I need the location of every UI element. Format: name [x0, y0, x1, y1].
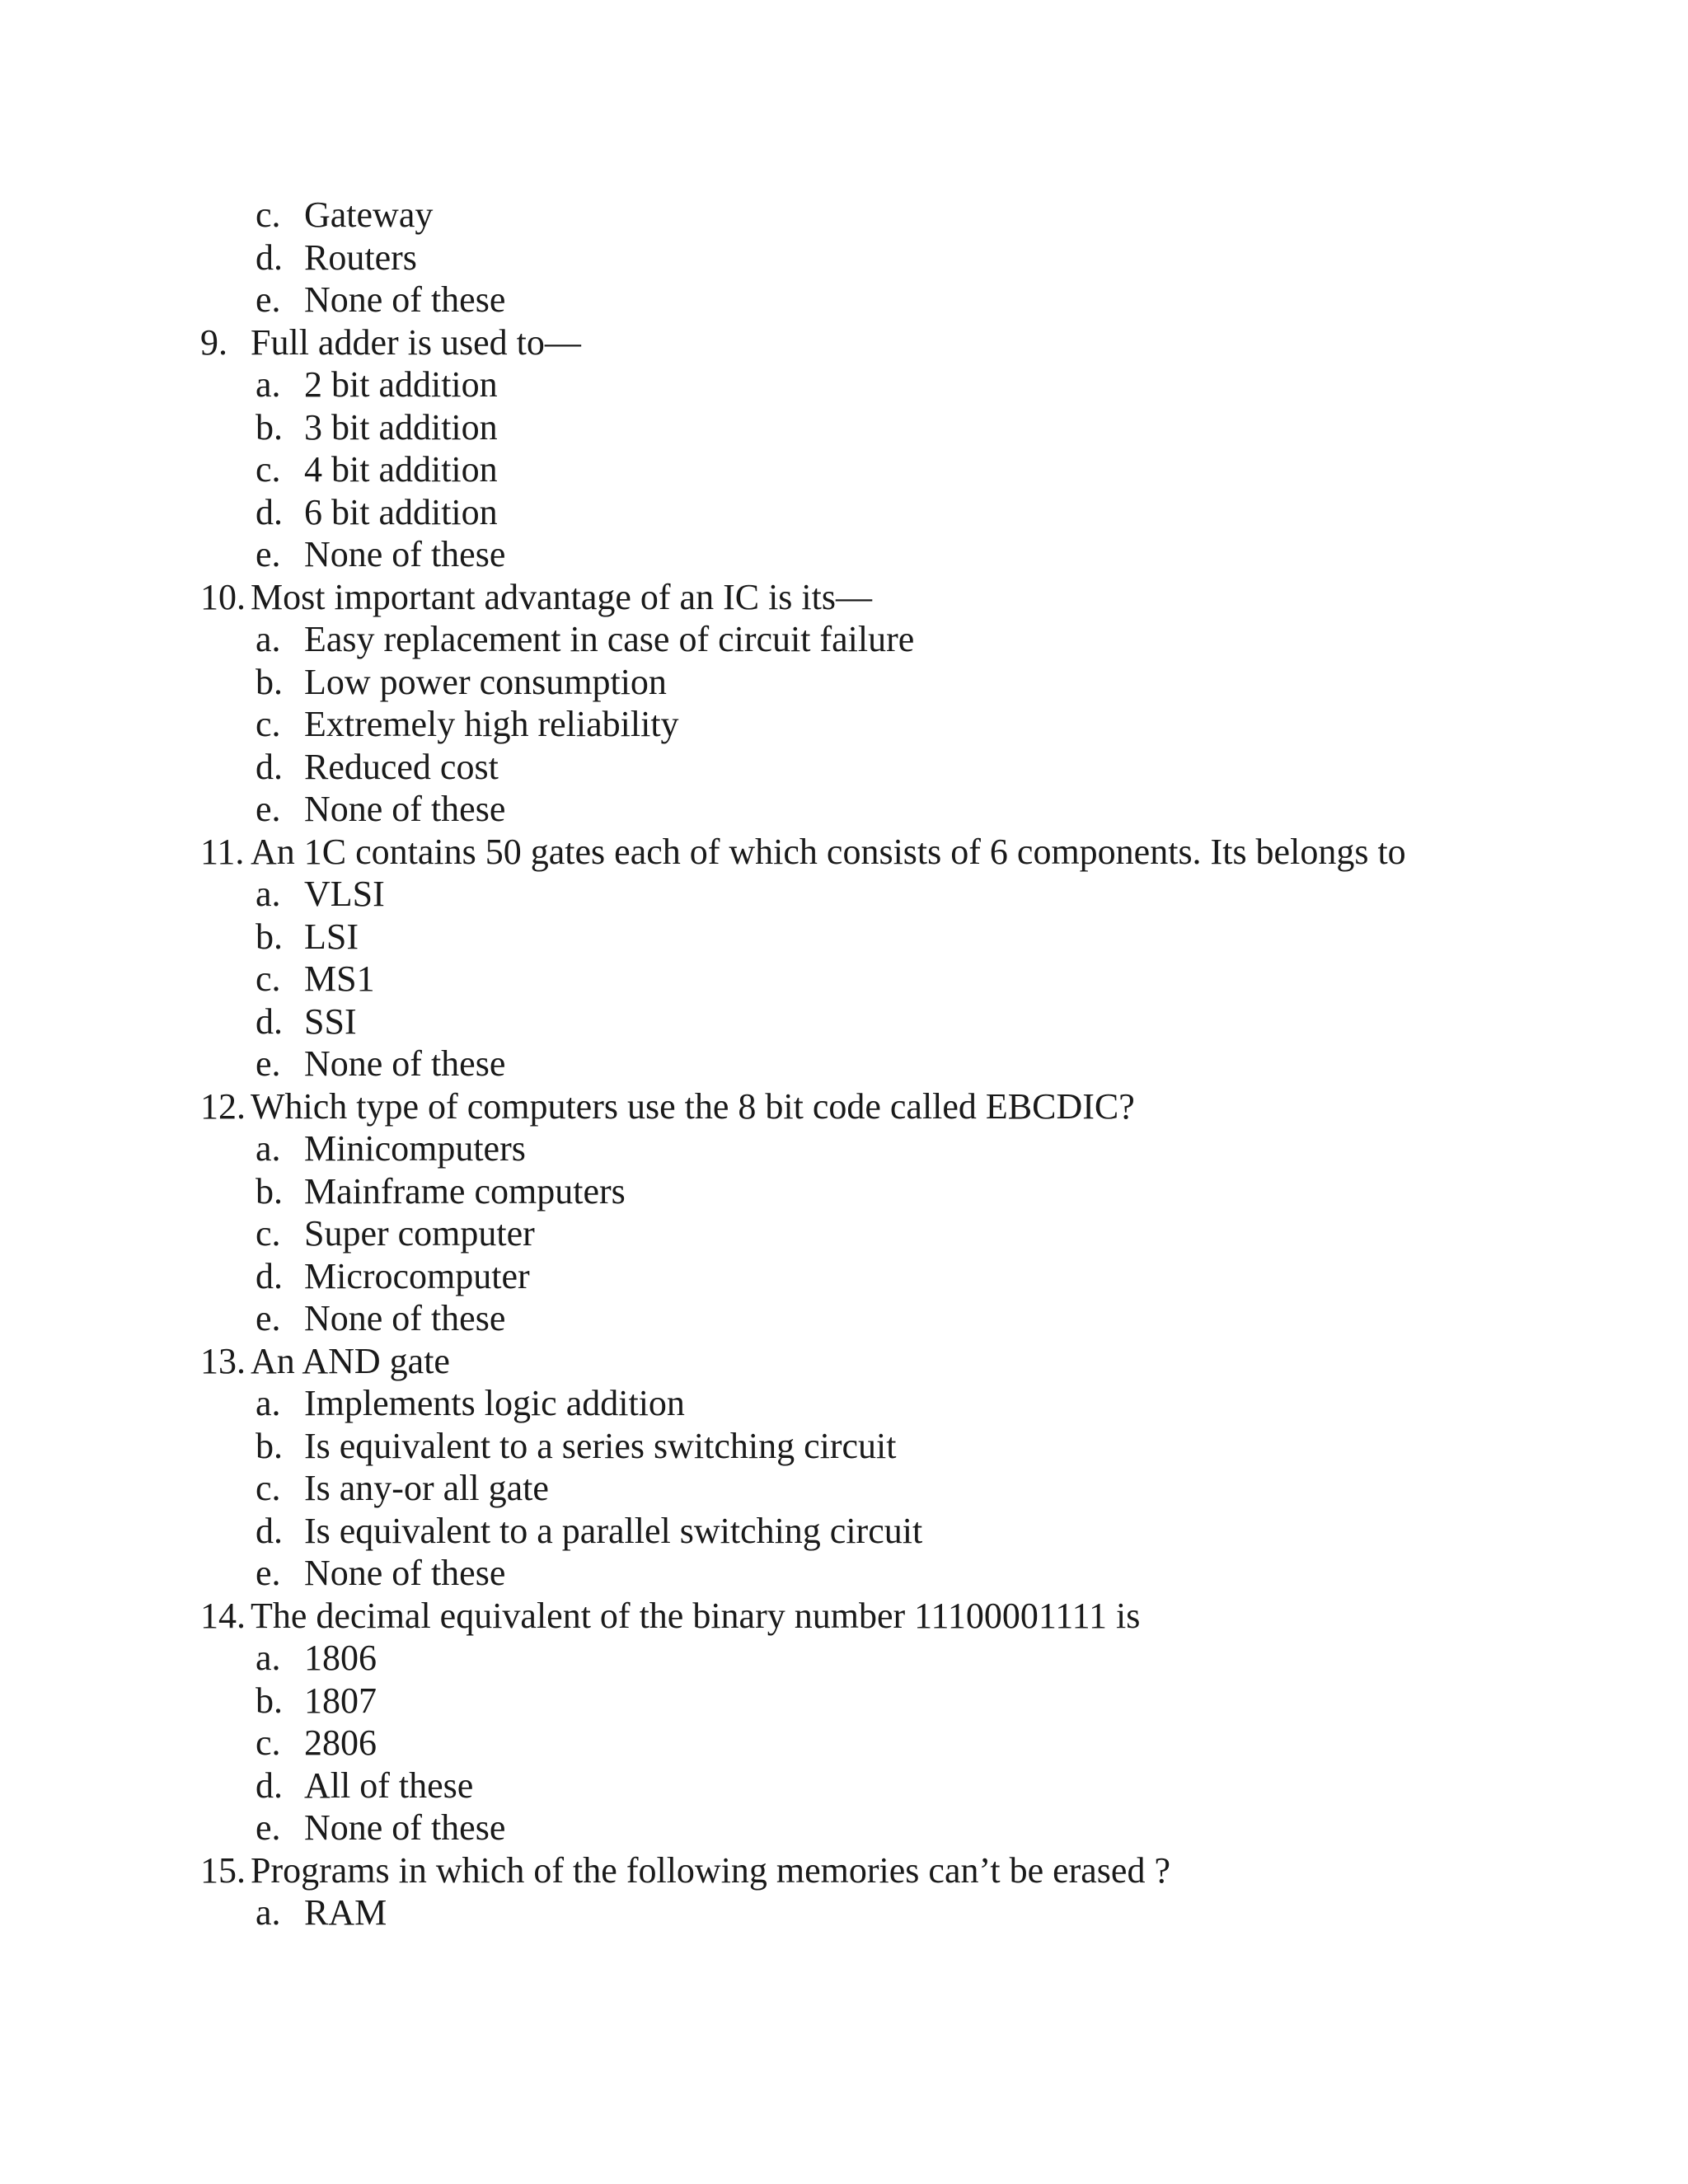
option-letter: b. [256, 406, 283, 448]
option-text: Routers [304, 237, 417, 278]
option-text: Low power consumption [304, 661, 667, 702]
option-line [0, 1297, 1688, 1340]
document-page [0, 194, 1688, 1934]
option-text: VLSI [304, 874, 385, 914]
question-text: The decimal equivalent of the binary number 11100001111 is [251, 1595, 1141, 1636]
option-letter: a. [256, 364, 281, 405]
question-number: 10. [200, 576, 246, 617]
option-text: None of these [304, 1043, 506, 1084]
question-text: Which type of computers use the 8 bit code called EBCDIC? [251, 1085, 1135, 1127]
question-number: 15. [200, 1849, 246, 1891]
question-line [0, 1340, 1688, 1383]
option-letter: c. [256, 1468, 281, 1508]
option-letter: a. [256, 619, 281, 659]
option-line [0, 1043, 1688, 1085]
option-line [0, 958, 1688, 1001]
question-line [0, 1849, 1688, 1892]
option-text: All of these [304, 1765, 474, 1806]
option-text: 2 bit addition [304, 364, 498, 405]
option-text: None of these [304, 1807, 506, 1848]
option-line [0, 1891, 1688, 1934]
option-line [0, 1127, 1688, 1170]
option-text: None of these [304, 1553, 506, 1593]
option-letter: d. [256, 1510, 283, 1551]
option-line [0, 1722, 1688, 1765]
option-letter: d. [256, 1255, 283, 1296]
option-letter: a. [256, 1128, 281, 1169]
option-line [0, 788, 1688, 831]
option-letter: d. [256, 1001, 283, 1042]
option-text: Reduced cost [304, 746, 499, 787]
option-letter: a. [256, 1892, 281, 1933]
option-text: Mainframe computers [304, 1170, 626, 1212]
question-number: 9. [200, 321, 227, 363]
option-text: Gateway [304, 194, 434, 235]
question-line [0, 576, 1688, 619]
option-line [0, 703, 1688, 746]
option-text: Implements logic addition [304, 1383, 685, 1423]
option-text: 3 bit addition [304, 406, 498, 448]
option-line [0, 448, 1688, 491]
question-line [0, 831, 1688, 874]
option-text: None of these [304, 1298, 506, 1338]
option-letter: a. [256, 1383, 281, 1423]
option-line [0, 1170, 1688, 1213]
option-letter: d. [256, 746, 283, 787]
option-line [0, 533, 1688, 576]
option-text: None of these [304, 789, 506, 829]
option-text: Super computer [304, 1213, 535, 1254]
option-text: None of these [304, 534, 506, 574]
option-letter: b. [256, 1680, 283, 1721]
question-line [0, 1595, 1688, 1638]
question-number: 11. [200, 831, 245, 872]
option-line [0, 1255, 1688, 1298]
option-line [0, 1637, 1688, 1680]
option-text: Microcomputer [304, 1255, 530, 1296]
option-letter: d. [256, 1765, 283, 1806]
option-text: 4 bit addition [304, 449, 498, 490]
question-number: 14. [200, 1595, 246, 1636]
option-letter: c. [256, 194, 281, 235]
option-text: SSI [304, 1001, 357, 1042]
option-text: Is equivalent to a series switching circuit [304, 1425, 897, 1466]
option-letter: a. [256, 874, 281, 914]
option-letter: c. [256, 704, 281, 744]
option-line [0, 916, 1688, 958]
option-line [0, 661, 1688, 704]
option-line [0, 406, 1688, 449]
option-line [0, 1212, 1688, 1255]
option-letter: d. [256, 491, 283, 532]
option-line [0, 1467, 1688, 1510]
option-line [0, 1765, 1688, 1807]
option-letter: e. [256, 789, 281, 829]
option-letter: e. [256, 1298, 281, 1338]
option-letter: c. [256, 1213, 281, 1254]
option-letter: b. [256, 661, 283, 702]
option-letter: e. [256, 534, 281, 574]
option-letter: d. [256, 237, 283, 278]
option-line [0, 237, 1688, 279]
question-line [0, 321, 1688, 364]
option-text: Is any-or all gate [304, 1468, 549, 1508]
question-text: Full adder is used to— [251, 321, 581, 363]
question-text: An AND gate [251, 1340, 450, 1381]
option-letter: a. [256, 1638, 281, 1678]
option-text: LSI [304, 916, 359, 957]
question-number: 12. [200, 1085, 246, 1127]
option-text: None of these [304, 279, 506, 320]
question-number: 13. [200, 1340, 246, 1381]
option-letter: e. [256, 1553, 281, 1593]
option-line [0, 1510, 1688, 1553]
option-text: Easy replacement in case of circuit failure [304, 619, 915, 659]
option-letter: b. [256, 916, 283, 957]
option-letter: c. [256, 1722, 281, 1763]
option-text: 2806 [304, 1722, 377, 1763]
option-text: 1806 [304, 1638, 377, 1678]
option-letter: c. [256, 449, 281, 490]
option-line [0, 1001, 1688, 1043]
option-letter: e. [256, 279, 281, 320]
option-line [0, 279, 1688, 321]
option-letter: b. [256, 1425, 283, 1466]
option-line [0, 363, 1688, 406]
option-letter: e. [256, 1807, 281, 1848]
option-line [0, 873, 1688, 916]
question-text: Most important advantage of an IC is its— [251, 576, 872, 617]
option-line [0, 194, 1688, 237]
option-text: Extremely high reliability [304, 704, 679, 744]
option-text: Is equivalent to a parallel switching circuit [304, 1510, 923, 1551]
option-letter: e. [256, 1043, 281, 1084]
option-line [0, 1807, 1688, 1849]
option-text: 6 bit addition [304, 491, 498, 532]
option-letter: c. [256, 958, 281, 999]
option-line [0, 618, 1688, 661]
option-letter: b. [256, 1170, 283, 1212]
option-line [0, 491, 1688, 534]
option-text: Minicomputers [304, 1128, 526, 1169]
question-text: Programs in which of the following memories can’t be erased ? [251, 1849, 1170, 1891]
option-line [0, 1552, 1688, 1595]
option-line [0, 1680, 1688, 1722]
option-line [0, 1425, 1688, 1468]
option-line [0, 1382, 1688, 1425]
option-text: 1807 [304, 1680, 377, 1721]
option-text: RAM [304, 1892, 387, 1933]
option-line [0, 746, 1688, 789]
question-text: An 1C contains 50 gates each of which consists of 6 components. Its belongs to [251, 831, 1406, 872]
option-text: MS1 [304, 958, 375, 999]
question-line [0, 1085, 1688, 1128]
